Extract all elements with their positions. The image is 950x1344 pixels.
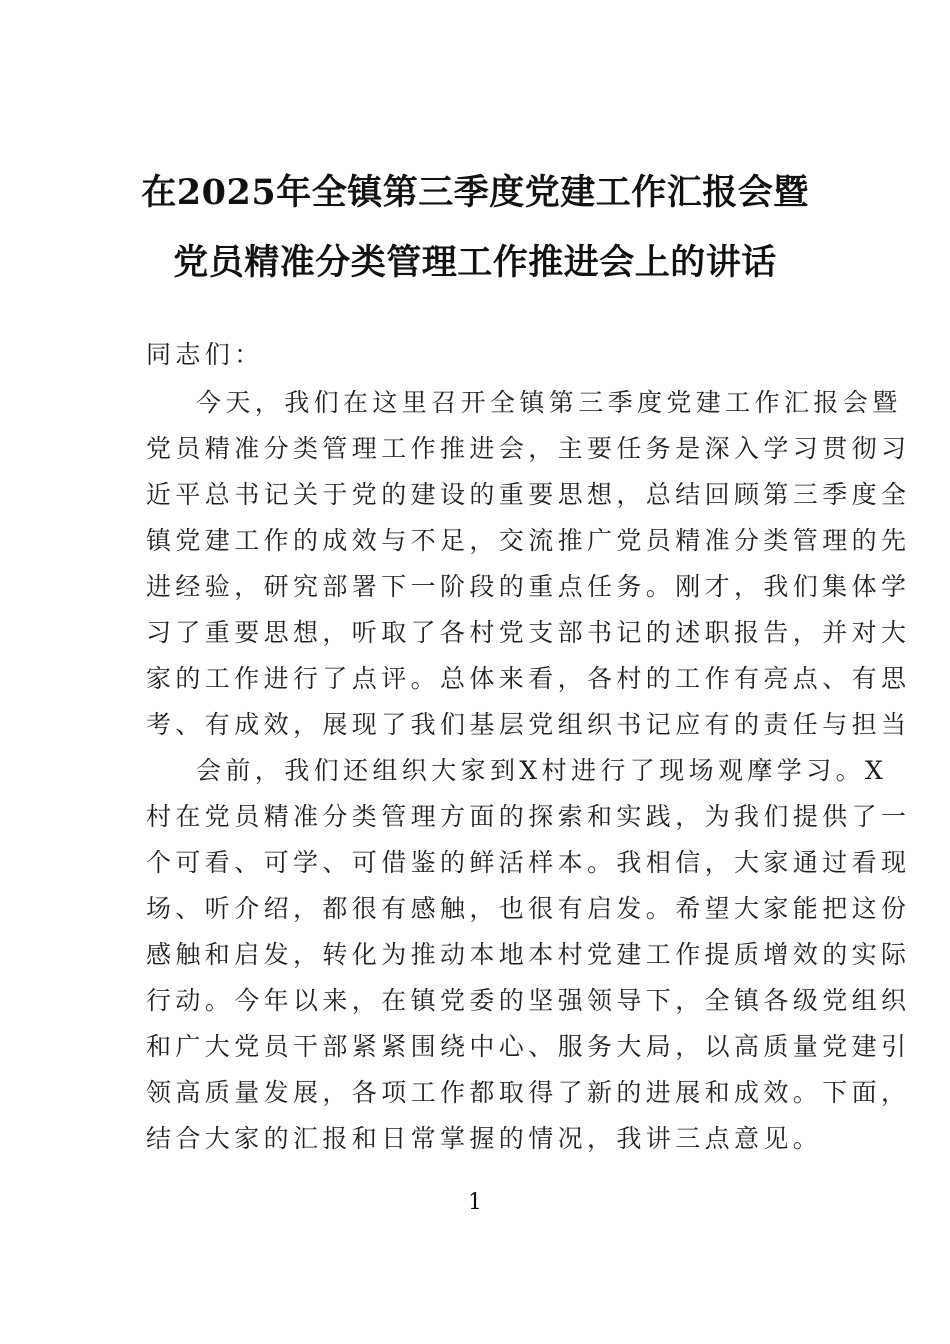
paragraph-2-line: 行动。今年以来，在镇党委的坚强领导下，全镇各级党组织	[146, 986, 911, 1015]
salutation: 同志们：	[146, 340, 264, 369]
paragraph-1-line: 进经验，研究部署下一阶段的重点任务。刚才，我们集体学	[146, 572, 911, 601]
page-number: 1	[468, 1190, 482, 1215]
paragraph-1-line: 镇党建工作的成效与不足，交流推广党员精准分类管理的先	[146, 526, 911, 555]
paragraph-1-line: 近平总书记关于党的建设的重要思想，总结回顾第三季度全	[146, 480, 911, 509]
paragraph-2-line: 领高质量发展，各项工作都取得了新的进展和成效。下面，	[146, 1078, 911, 1107]
paragraph-2-line: 会前，我们还组织大家到X村进行了现场观摩学习。X	[196, 756, 888, 785]
paragraph-1-line: 党员精准分类管理工作推进会，主要任务是深入学习贯彻习	[146, 434, 911, 463]
paragraph-1-line: 考、有成效，展现了我们基层党组织书记应有的责任与担当	[146, 710, 911, 739]
paragraph-1-line: 家的工作进行了点评。总体来看，各村的工作有亮点、有思	[146, 664, 911, 693]
paragraph-1-line: 习了重要思想，听取了各村党支部书记的述职报告，并对大	[146, 618, 911, 647]
paragraph-2-line: 结合大家的汇报和日常掌握的情况，我讲三点意见。	[146, 1124, 823, 1153]
paragraph-2-line: 感触和启发，转化为推动本地本村党建工作提质增效的实际	[146, 940, 911, 969]
paragraph-2-line: 个可看、可学、可借鉴的鲜活样本。我相信，大家通过看现	[146, 848, 911, 877]
paragraph-1-line: 今天，我们在这里召开全镇第三季度党建工作汇报会暨	[196, 388, 902, 417]
title-line-1: 在2025年全镇第三季度党建工作汇报会暨	[141, 172, 809, 213]
paragraph-2-line: 和广大党员干部紧紧围绕中心、服务大局，以高质量党建引	[146, 1032, 911, 1061]
title-line-2: 党员精准分类管理工作推进会上的讲话	[173, 242, 777, 283]
paragraph-2-line: 村在党员精准分类管理方面的探索和实践，为我们提供了一	[146, 802, 911, 831]
paragraph-2-line: 场、听介绍，都很有感触，也很有启发。希望大家能把这份	[146, 894, 911, 923]
